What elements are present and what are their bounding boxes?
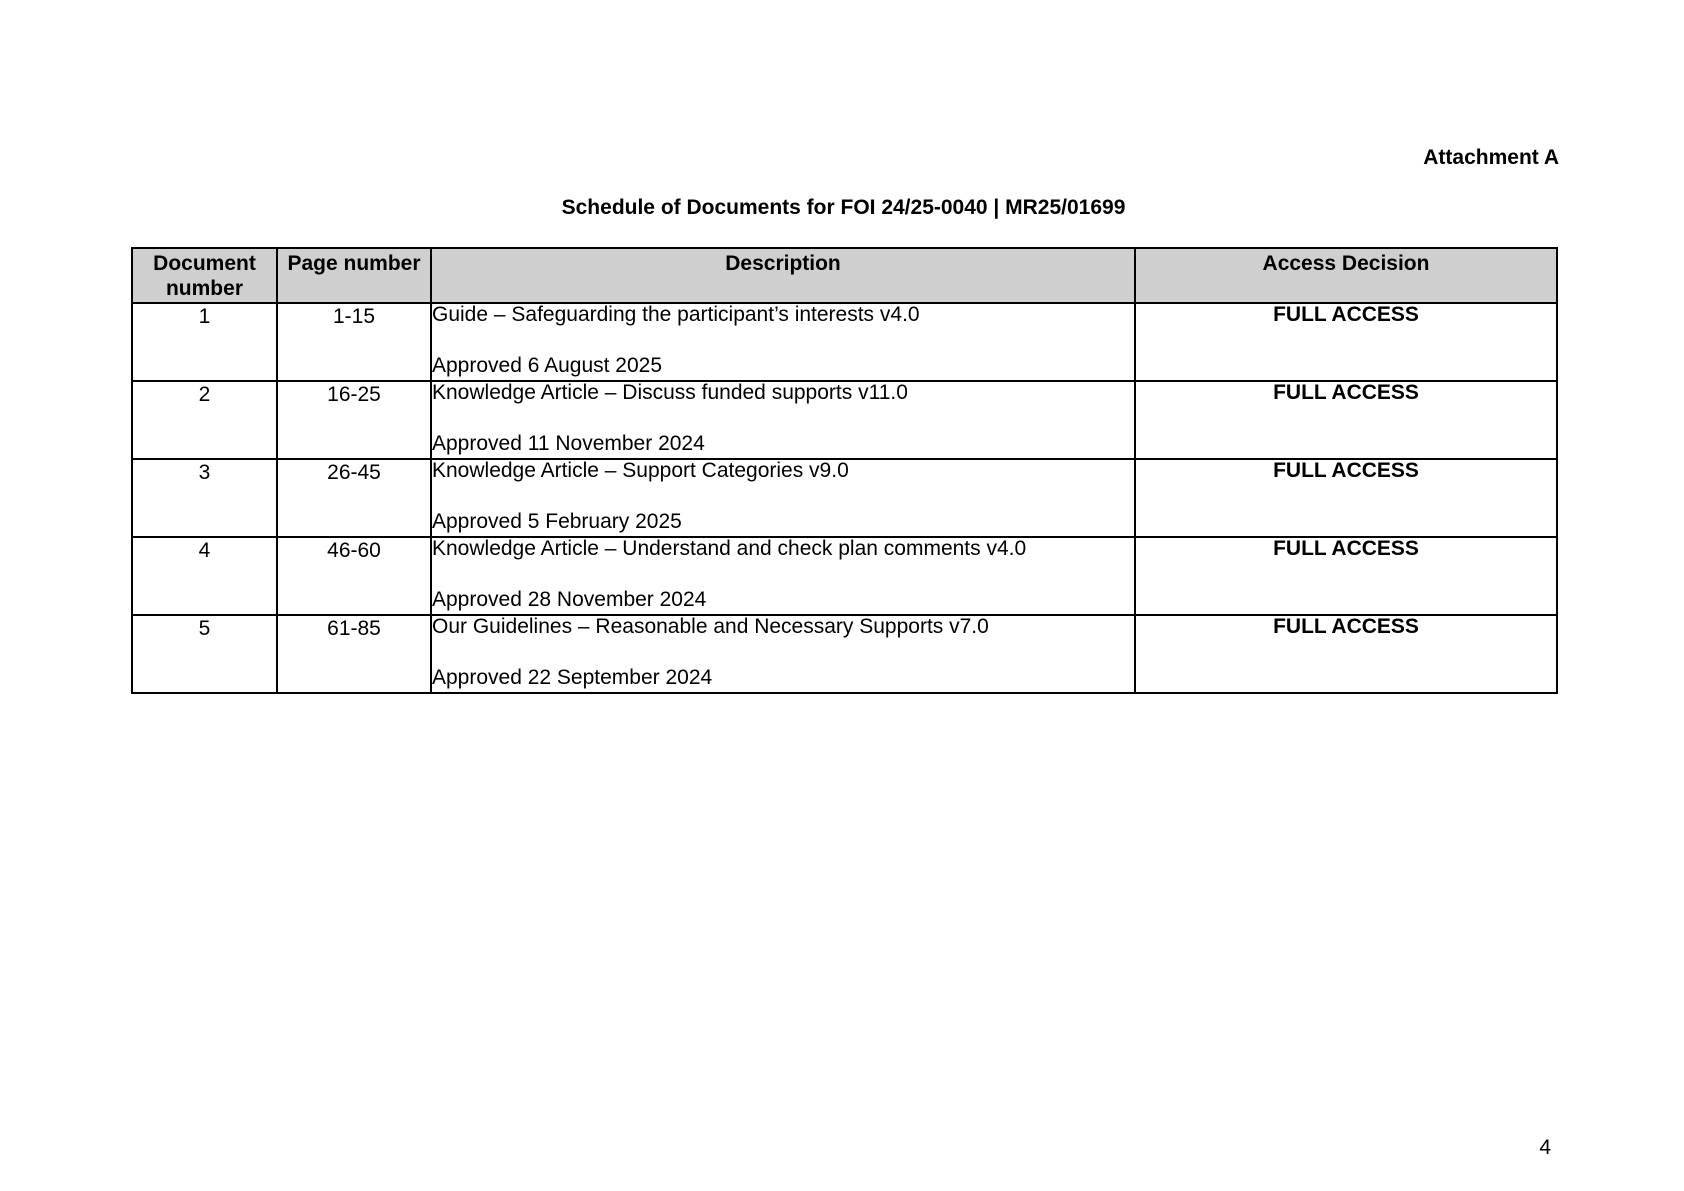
access-decision: FULL ACCESS bbox=[1273, 381, 1419, 404]
description-title: Knowledge Article – Understand and check plan comments v4.0 bbox=[432, 537, 1027, 560]
description-approved: Approved 28 November 2024 bbox=[432, 588, 707, 611]
access-decision-cell bbox=[1135, 303, 1557, 381]
access-decision-cell bbox=[1135, 615, 1557, 693]
description-title: Knowledge Article – Discuss funded supports v11.0 bbox=[432, 381, 908, 404]
schedule-title: Schedule of Documents for FOI 24/25-0040 | MR25/01699 bbox=[561, 196, 1126, 219]
table-row bbox=[132, 303, 1557, 381]
table-row bbox=[132, 537, 1557, 615]
header-description: Description bbox=[431, 248, 1135, 303]
document-number-cell: 2 bbox=[132, 381, 277, 459]
description-cell bbox=[431, 303, 1135, 381]
description-cell bbox=[431, 381, 1135, 459]
table-row bbox=[132, 381, 1557, 459]
table-header-row bbox=[132, 248, 1557, 303]
page-number-cell: 1-15 bbox=[277, 303, 431, 381]
access-decision: FULL ACCESS bbox=[1273, 303, 1419, 326]
page-number-cell: 16-25 bbox=[277, 381, 431, 459]
description-approved: Approved 6 August 2025 bbox=[432, 354, 663, 377]
document-number-cell: 1 bbox=[132, 303, 277, 381]
description-cell bbox=[431, 459, 1135, 537]
description-title: Guide – Safeguarding the participant’s interests v4.0 bbox=[432, 303, 920, 326]
page-number: 4 bbox=[1539, 1136, 1551, 1159]
access-decision-cell bbox=[1135, 459, 1557, 537]
schedule-table bbox=[131, 247, 1558, 694]
access-decision: FULL ACCESS bbox=[1273, 615, 1419, 638]
page-number-cell: 26-45 bbox=[277, 459, 431, 537]
page-number-cell: 61-85 bbox=[277, 615, 431, 693]
description-title: Our Guidelines – Reasonable and Necessary Supports v7.0 bbox=[432, 615, 989, 638]
access-decision: FULL ACCESS bbox=[1273, 459, 1419, 482]
header-document-number: Document number bbox=[132, 248, 277, 303]
access-decision-cell bbox=[1135, 537, 1557, 615]
page-number-cell: 46-60 bbox=[277, 537, 431, 615]
document-number-cell: 5 bbox=[132, 615, 277, 693]
description-approved: Approved 22 September 2024 bbox=[432, 666, 713, 689]
description-approved: Approved 11 November 2024 bbox=[432, 432, 705, 455]
description-title: Knowledge Article – Support Categories v9.0 bbox=[432, 459, 849, 482]
table-row bbox=[132, 615, 1557, 693]
access-decision-cell bbox=[1135, 381, 1557, 459]
document-number-cell: 3 bbox=[132, 459, 277, 537]
description-cell bbox=[431, 615, 1135, 693]
description-approved: Approved 5 February 2025 bbox=[432, 510, 682, 533]
header-access-decision: Access Decision bbox=[1135, 248, 1557, 303]
document-number-cell: 4 bbox=[132, 537, 277, 615]
table-row bbox=[132, 459, 1557, 537]
header-page-number: Page number bbox=[277, 248, 431, 303]
attachment-label: Attachment A bbox=[1423, 146, 1559, 169]
access-decision: FULL ACCESS bbox=[1273, 537, 1419, 560]
description-cell bbox=[431, 537, 1135, 615]
